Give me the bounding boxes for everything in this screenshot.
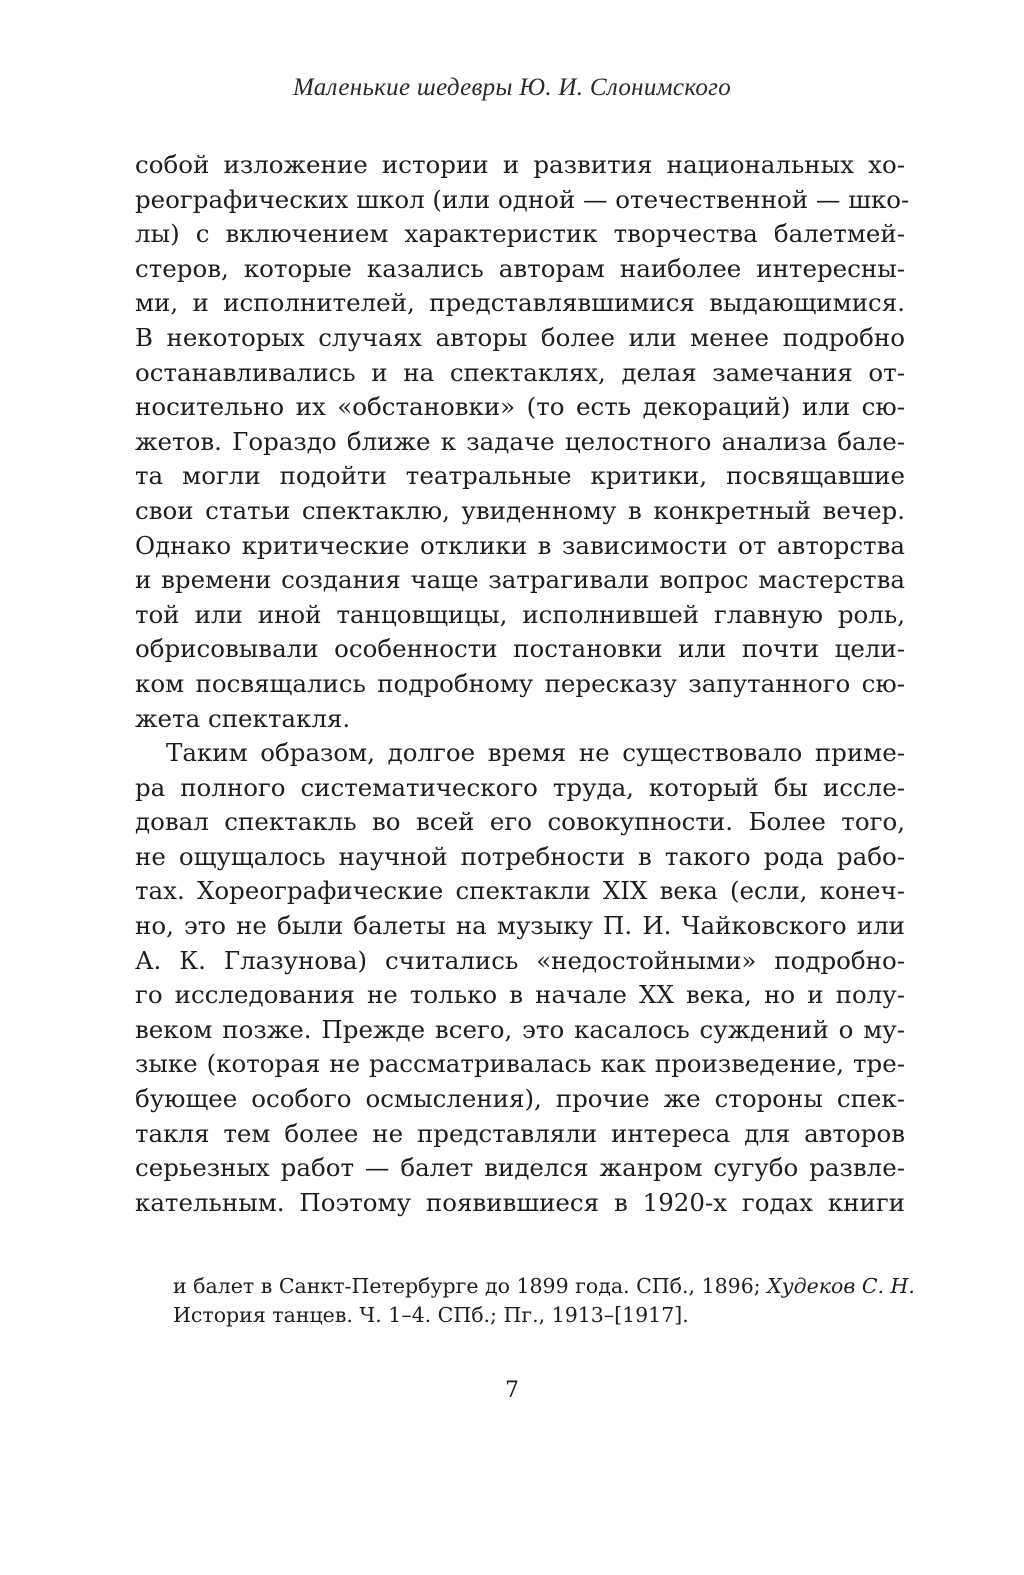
text-line: носительно их «обстановки» (то есть декораций) или сю- xyxy=(135,392,905,422)
text-line: зыке (которая не рассматривалась как произведение, тре- xyxy=(135,1049,905,1079)
text-line: останавливались и на спектаклях, делая замечания от- xyxy=(135,357,905,387)
footnote xyxy=(173,1272,915,1330)
text-line: го исследования не только в начале XX века, но и полу- xyxy=(135,980,905,1010)
running-head: Маленькие шедевры Ю. И. Слонимского xyxy=(292,74,732,101)
text-line: и времени создания чаще затрагивали вопрос мастерства xyxy=(135,565,905,595)
footnote-author: Худеков С. Н. xyxy=(767,1274,915,1298)
text-line: такля тем более не представляли интереса для авторов xyxy=(135,1118,905,1148)
text-line: ра полного систематического труда, который бы иссле- xyxy=(135,772,905,802)
text-line: веком позже. Прежде всего, это касалось суждений о му- xyxy=(135,1014,905,1044)
text-line: жетов. Гораздо ближе к задаче целостного анализа бале- xyxy=(135,426,905,456)
text-line: та могли подойти театральные критики, посвящавшие xyxy=(135,461,905,491)
text-line: обрисовывали особенности постановки или почти цели- xyxy=(135,634,905,664)
paragraph-1 xyxy=(135,148,910,736)
text-line: тах. Хореографические спектакли XIX века (если, конеч- xyxy=(135,876,905,906)
text-line: жета спектакля. xyxy=(135,703,351,733)
text-line: довал спектакль во всей его совокупности. Более того, xyxy=(135,807,905,837)
text-line: лы) с включением характеристик творчества балетмей- xyxy=(135,219,905,249)
text-line: собой изложение истории и развития национальных хо- xyxy=(135,150,905,179)
text-line: стеров, которые казались авторам наиболее интересны- xyxy=(135,253,905,283)
text-line: А. К. Глазунова) считались «недостойными» подробно- xyxy=(135,945,905,975)
text-line: Таким образом, долгое время не существовало приме- xyxy=(166,738,905,768)
footnote-line xyxy=(173,1272,915,1301)
footnote-text: и балет в Санкт-Петербурге до 1899 года. СПб., 1896; xyxy=(173,1274,768,1298)
page-number: 7 xyxy=(505,1378,519,1403)
paragraph-2 xyxy=(135,736,905,1220)
text-line: но, это не были балеты на музыку П. И. Чайковского или xyxy=(135,911,905,941)
text-line: той или иной танцовщицы, исполнившей главную роль, xyxy=(135,599,905,629)
text-line: свои статьи спектаклю, увиденному в конкретный вечер. xyxy=(135,495,905,525)
text-line: Однако критические отклики в зависимости от авторства xyxy=(135,530,905,560)
text-line: серьезных работ — балет виделся жанром сугубо развле- xyxy=(135,1153,905,1183)
text-line: В некоторых случаях авторы более или менее подробно xyxy=(135,322,905,352)
text-line: реографических школ (или одной — отечественной — шко- xyxy=(135,184,910,214)
text-line: бующее особого осмысления), прочие же стороны спек- xyxy=(135,1084,905,1114)
body-text xyxy=(135,148,910,1220)
text-line: ком посвящались подробному пересказу запутанного сю- xyxy=(135,668,905,698)
text-line: ми, и исполнителей, представлявшимися выдающимися. xyxy=(135,288,905,318)
text-line: кательным. Поэтому появившиеся в 1920-х годах книги xyxy=(135,1187,905,1217)
footnote-line: История танцев. Ч. 1–4. СПб.; Пг., 1913–[1917]. xyxy=(173,1303,689,1327)
text-line: не ощущалось научной потребности в такого рода рабо- xyxy=(135,841,905,871)
